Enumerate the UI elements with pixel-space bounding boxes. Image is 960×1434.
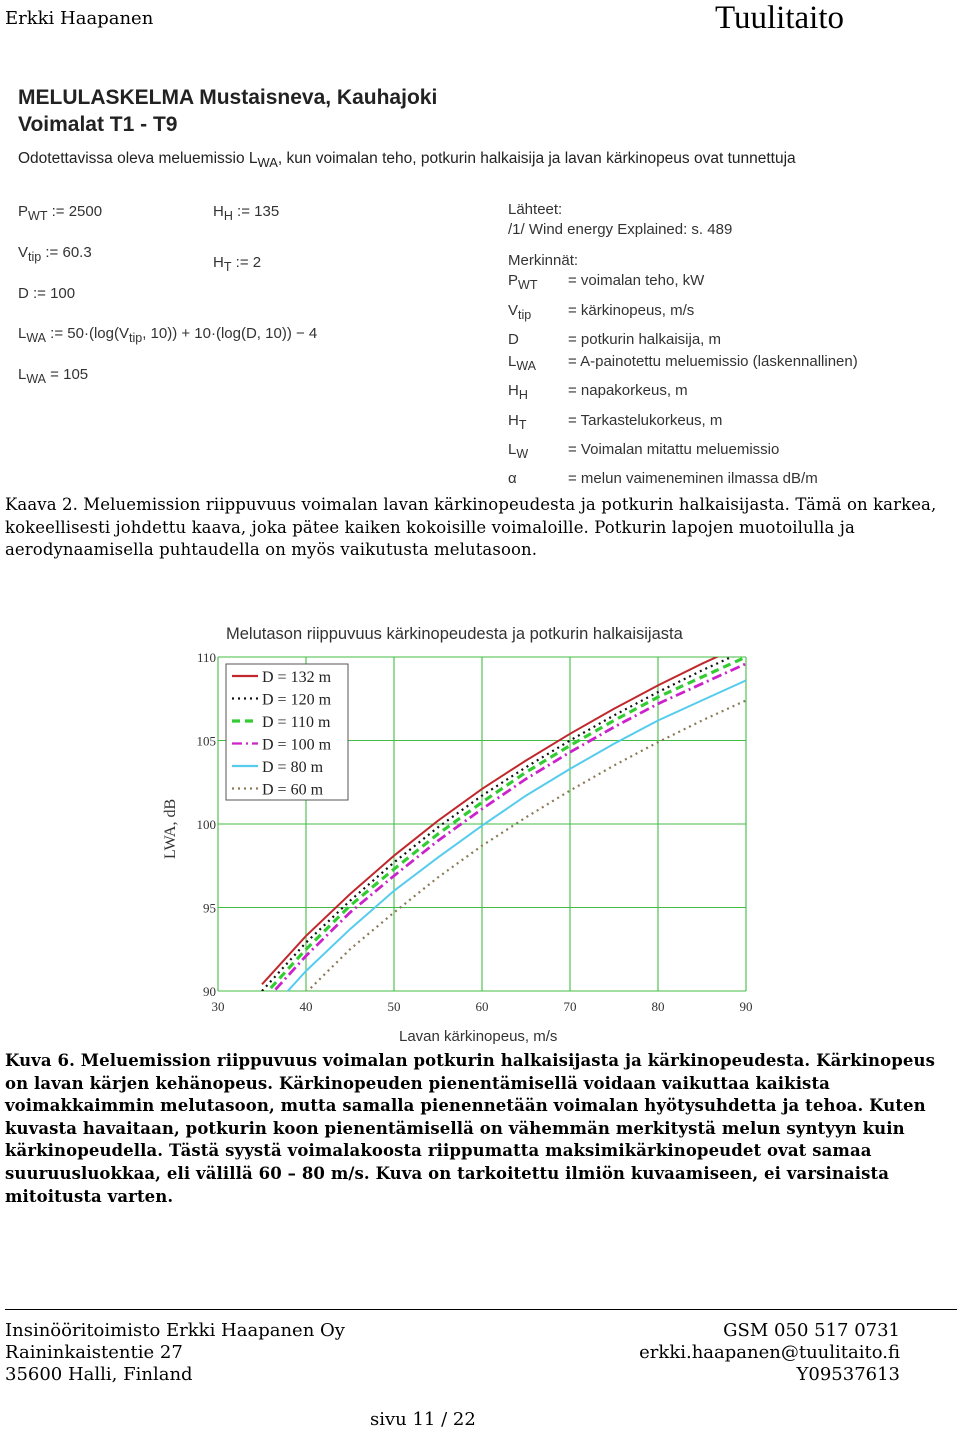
y-tick-label: 90 — [203, 984, 216, 999]
note-row — [508, 382, 688, 402]
formula-lwa: $L_{WA}$ := $50\cdot(\log(V_{tip}$, 10)) + 10·(log(D, 10)) − 4 — [18, 325, 318, 345]
note-row — [508, 302, 694, 322]
header-author: Erkki Haapanen — [5, 8, 154, 29]
y-tick-label: 105 — [196, 733, 216, 749]
note-symbol: $V_{tip}$ — [508, 302, 532, 322]
note-symbol: D — [508, 331, 519, 348]
chart-title: Melutason riippuvuus kärkinopeudesta ja potkurin halkaisijasta — [226, 625, 683, 643]
note-symbol: $H_H$ — [508, 382, 528, 402]
note-description: = melun vaimeneminen ilmassa dB/m — [568, 470, 818, 487]
x-tick-labels — [212, 999, 753, 1014]
calc-title — [18, 84, 437, 138]
var-hh: $H_H$ := 135 — [213, 203, 280, 223]
note-description: = kärkinopeus, m/s — [568, 302, 695, 319]
var-d: D := 100 — [18, 285, 76, 302]
note-row — [508, 331, 721, 348]
note-row — [508, 272, 704, 292]
footer-business-id: Y09537613 — [796, 1364, 900, 1385]
note-symbol: $H_T$ — [508, 412, 527, 432]
note-description: = Voimalan mitattu meluemissio — [568, 441, 780, 458]
notes-label: Merkinnät: — [508, 252, 579, 269]
note-description: = voimalan teho, kW — [568, 272, 705, 289]
footer-city: 35600 Halli, Finland — [5, 1364, 193, 1385]
x-axis-label: Lavan kärkinopeus, m/s — [399, 1028, 558, 1045]
result-lwa: $L_{WA} = 105$ — [18, 366, 89, 386]
note-symbol: $L_{WA}$ — [508, 353, 537, 373]
header-site-title: Tuulitaito — [715, 0, 844, 36]
legend-label: D = 132 m — [262, 669, 332, 686]
note-row — [508, 470, 818, 487]
noise-chart — [150, 615, 780, 1047]
var-vtip: $V_{tip}$ := 60.3 — [18, 244, 92, 264]
calc-title-line1: MELULASKELMA Mustaisneva, Kauhajoki — [18, 86, 438, 109]
chart-legend — [226, 664, 348, 800]
legend-label: D = 80 m — [262, 759, 324, 776]
note-description: = Tarkastelukorkeus, m — [568, 412, 723, 429]
y-tick-labels — [197, 650, 217, 999]
x-tick-label: 60 — [475, 999, 489, 1014]
note-row — [508, 441, 779, 461]
footer-phone: GSM 050 517 0731 — [723, 1320, 900, 1341]
x-tick-label: 40 — [299, 999, 313, 1014]
legend-label: D = 100 m — [262, 736, 332, 754]
note-symbol: $P_{WT}$ — [508, 272, 538, 292]
x-tick-label: 90 — [739, 999, 753, 1014]
source-1: /1/ Wind energy Explained: s. 489 — [508, 221, 733, 238]
page-number: sivu 11 / 22 — [370, 1409, 476, 1430]
y-tick-label: 95 — [203, 900, 216, 916]
legend-label: D = 110 m — [262, 714, 331, 731]
note-symbol: $L_W$ — [508, 441, 529, 461]
var-pwt: $P_{WT}$ := 2500 — [18, 203, 103, 223]
x-tick-label: 70 — [563, 999, 577, 1014]
legend-label: D = 60 m — [262, 781, 324, 799]
x-tick-label: 80 — [651, 999, 665, 1014]
note-description: = A-painotettu meluemissio (laskennallinen) — [568, 353, 858, 370]
footer-street: Raininkaistentie 27 — [5, 1342, 183, 1363]
note-row — [508, 353, 858, 373]
y-tick-label: 110 — [196, 650, 216, 665]
x-tick-label: 30 — [211, 999, 225, 1014]
y-tick-label: 100 — [196, 817, 216, 832]
legend-label: D = 120 m — [262, 691, 332, 709]
footer-company: Insinööritoimisto Erkki Haapanen Oy — [5, 1320, 345, 1341]
note-symbol: α — [508, 470, 517, 487]
footer-divider — [5, 1309, 957, 1310]
caption-formula: Kaava 2. Meluemission riippuvuus voimalan lavan kärkinopeudesta ja potkurin halkaisijasta. Tämä on karkea, kokeellisesti johdettu kaava, joka pätee kaiken kokoisille voimaloille. Potkurin lapojen muotoilulla ja aerodynaamisella puhtaudella on myös vaikutusta melutasoon. — [5, 495, 937, 560]
var-ht: $H_T$ := 2 — [213, 254, 262, 274]
calc-title-line2: Voimalat T1 - T9 — [18, 113, 178, 136]
note-row — [508, 412, 722, 432]
caption-chart: Kuva 6. Meluemission riippuvuus voimalan potkurin halkaisijasta ja kärkinopeudesta. Kärkinopeus on lavan kärjen kehänopeus. Kärkinopeuden pienentämisellä voidaan vaikuttaa kaikista voimakkaimmin melutasoon, mutta samalla pienennetään voimalan hyötysuhdetta ja tehoa. Kuten kuvasta havaitaan, potkurin koon pienentämisellä on vähemmän merkitystä melun syntyyn kuin kärkinopeudella. Tästä syystä voimalakoosta riippumatta maksimikärkinopeudet ovat samaa suuruusluokkaa, eli välillä 60 – 80 m/s. Kuva on tarkoitettu ilmiön kuvaamiseen, ei varsinaista mitoitusta varten. — [5, 1051, 935, 1206]
y-axis-label: LWA, dB — [162, 798, 179, 859]
x-tick-label: 50 — [387, 999, 401, 1014]
footer-email: erkki.haapanen@tuulitaito.fi — [639, 1342, 900, 1363]
note-description: = napakorkeus, m — [568, 382, 688, 399]
note-description: = potkurin halkaisija, m — [568, 331, 721, 348]
sources-label: Lähteet: — [508, 201, 563, 218]
calc-intro: Odotettavissa oleva meluemissio $L_{WA}$, kun voimalan teho, potkurin halkaisija ja lavan kärkinopeus ovat tunnettuja — [18, 150, 796, 171]
